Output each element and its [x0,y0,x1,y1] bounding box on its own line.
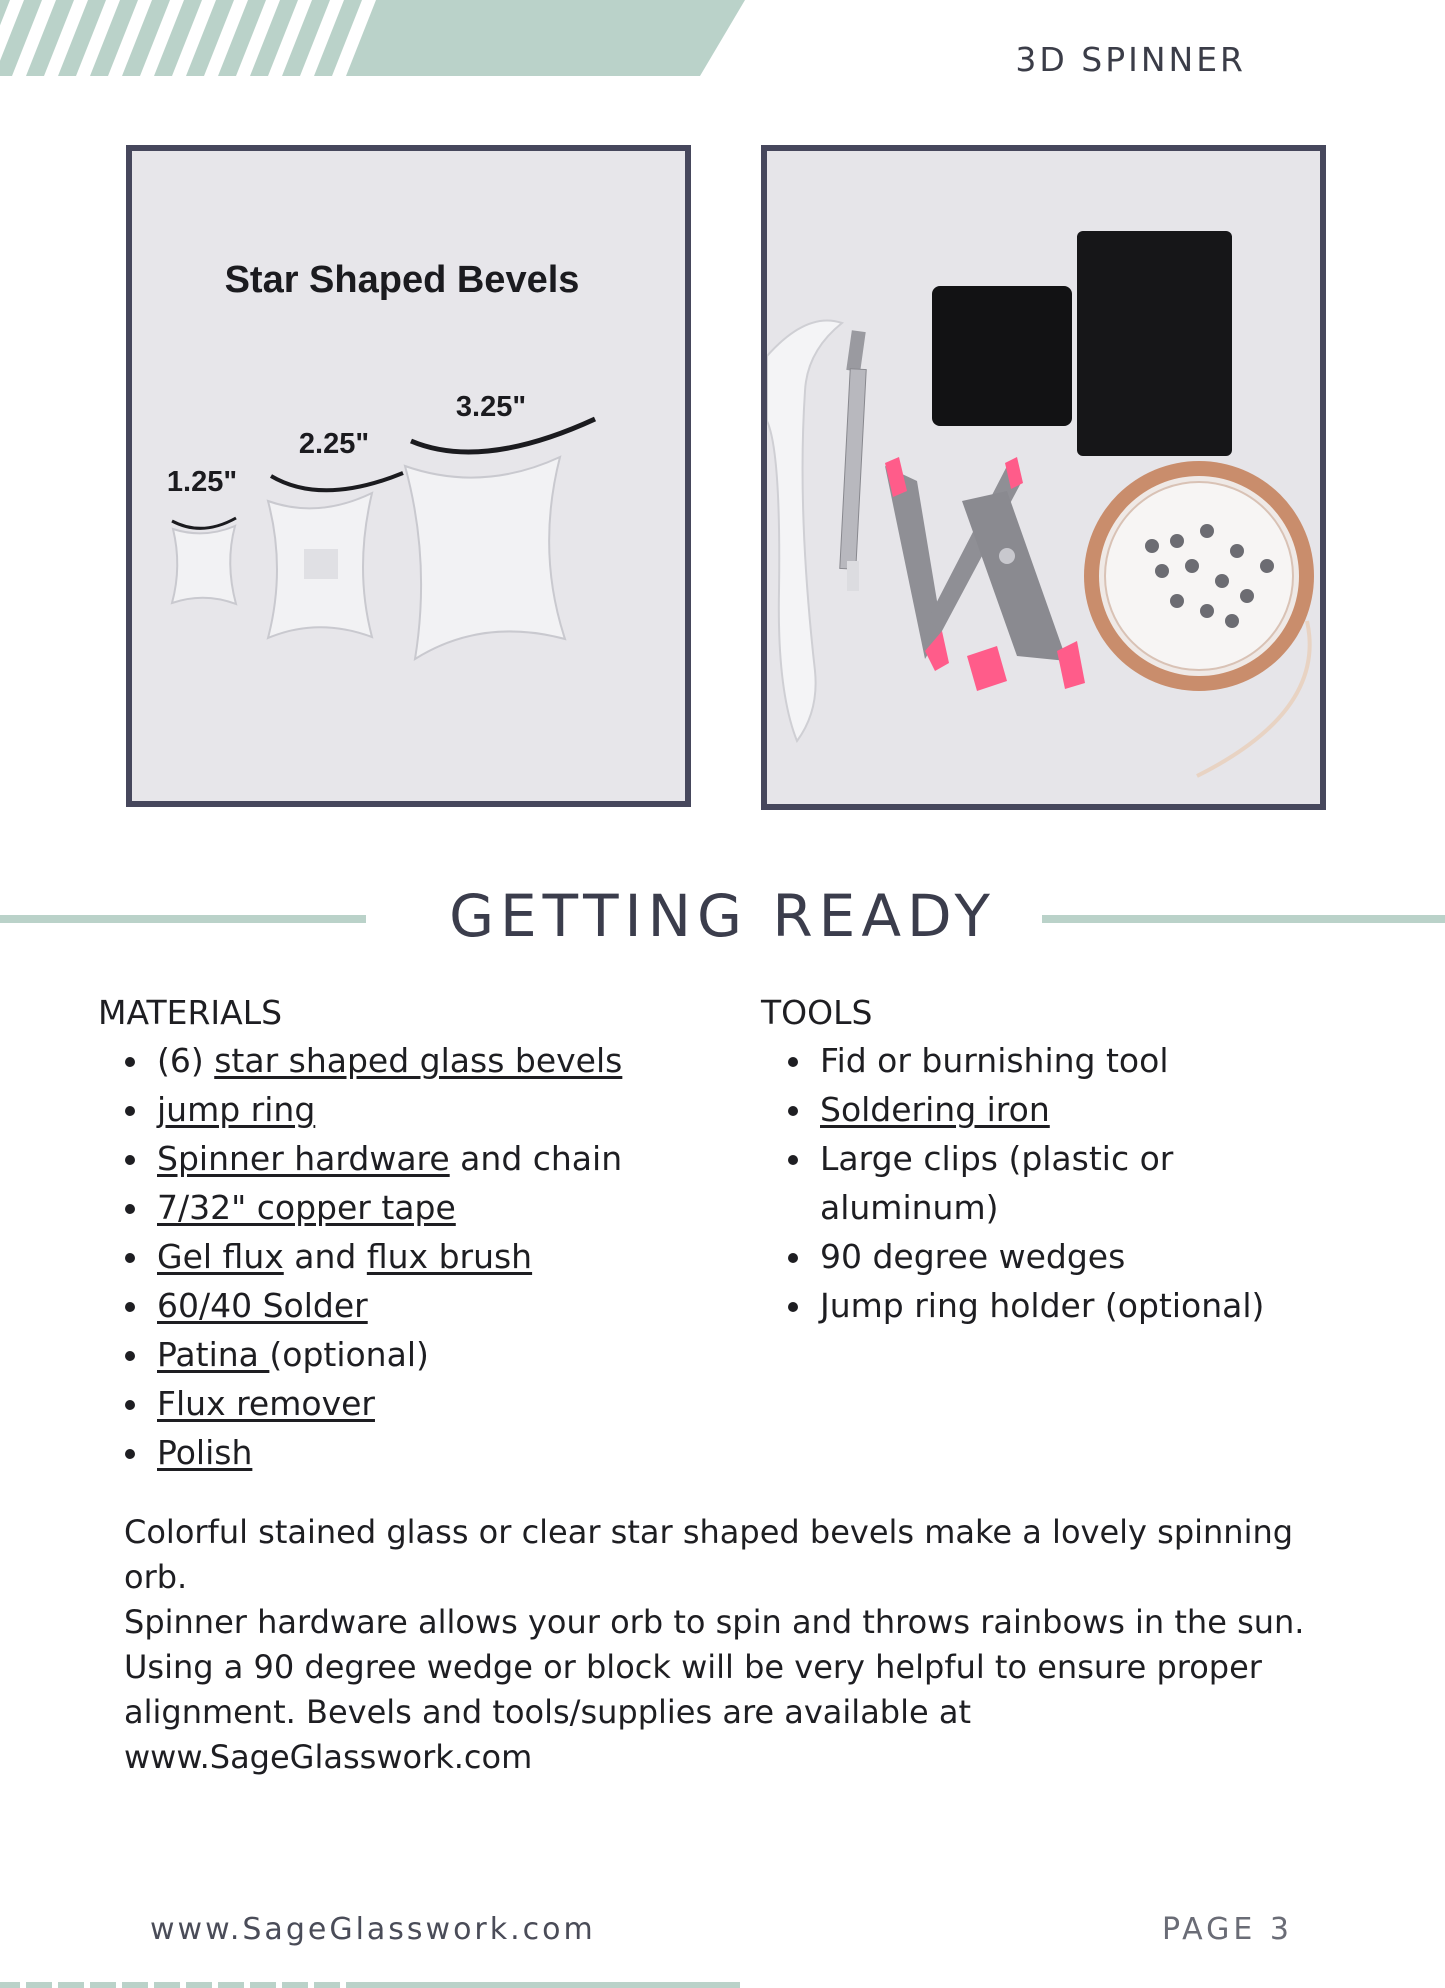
list-item [761,1085,1321,1134]
bevels-caption: Star Shaped Bevels [224,259,580,301]
list-item [98,1085,738,1134]
list-item: Jump ring holder (optional) [761,1281,1321,1330]
page-number: PAGE 3 [1162,1912,1293,1947]
list-item: (6) star shaped glass bevels [98,1036,738,1085]
product-link[interactable]: Polish [157,1433,253,1472]
document-title: 3D SPINNER [1015,40,1246,79]
list-item: Patina (optional) [98,1330,738,1379]
tools-column [761,990,1321,1330]
list-item: Fid or burnishing tool [761,1036,1321,1085]
product-link[interactable]: 60/40 Solder [157,1286,368,1325]
section-title: GETTING READY [449,882,996,950]
list-item [98,1428,738,1477]
list-item: Gel flux and flux brush [98,1232,738,1281]
list-item [98,1281,738,1330]
footer-stripe [0,1982,750,1988]
intro-paragraph: Colorful stained glass or clear star shaped bevels make a lovely spinning orb. Spinner hardware allows your orb to spin and throws rainbows in the sun. [124,1513,1305,1641]
foam-block-small [932,286,1072,426]
product-link[interactable]: star shaped glass bevels [214,1041,623,1080]
tools-heading: TOOLS [761,993,873,1032]
tools-list [761,1036,1321,1330]
foam-block-large [1077,231,1232,456]
materials-list [98,1036,738,1477]
size-label-medium: 2.25" [298,428,370,460]
materials-column [98,990,738,1477]
product-link[interactable]: Flux remover [157,1384,375,1423]
product-link[interactable]: Patina [157,1335,270,1374]
bevel-small [167,466,237,604]
product-link[interactable]: flux brush [366,1237,533,1276]
product-link[interactable]: Spinner hardware [157,1139,450,1178]
footer-website[interactable]: www.SageGlasswork.com [150,1912,596,1947]
product-link[interactable]: jump ring [157,1090,316,1129]
list-item: Spinner hardware and chain [98,1134,738,1183]
tools-photo [761,145,1326,810]
size-label-small: 1.25" [166,466,238,498]
size-label-large: 3.25" [455,391,527,423]
tip-paragraph: Using a 90 degree wedge or block will be very helpful to ensure proper alignment. Bevels and tools/supplies are available at www.SageGlasswork.com [124,1648,1262,1776]
list-item: 90 degree wedges [761,1232,1321,1281]
list-item [98,1183,738,1232]
bevels-photo [126,145,691,807]
product-link[interactable]: 7/32" copper tape [157,1188,456,1227]
list-item [98,1379,738,1428]
header-banner [0,0,750,76]
product-link[interactable]: Gel flux [157,1237,284,1276]
materials-heading: MATERIALS [98,993,283,1032]
product-link[interactable]: Soldering iron [820,1090,1050,1129]
list-item: Large clips (plastic or aluminum) [761,1134,1321,1232]
